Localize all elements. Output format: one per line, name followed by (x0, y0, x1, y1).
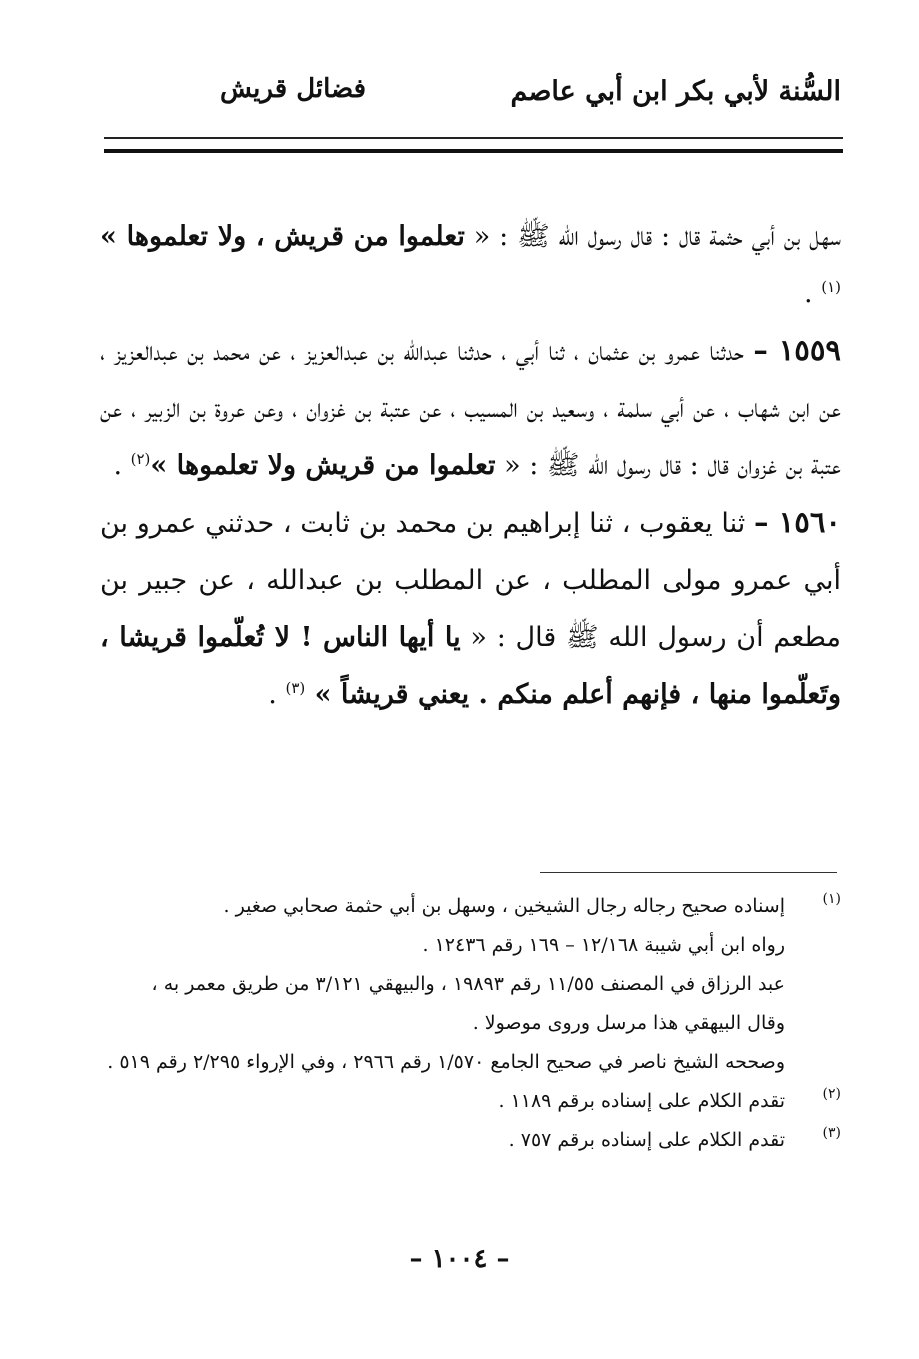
hadith-1560: ١٥٦٠ – ثنا يعقوب ، ثنا إبراهيم بن محمد بن ثابت ، حدثني عمرو بن أبي عمرو مولى المطلب ، عن المطلب بن عبدالله ، عن جبير بن مطعم أن رسول الله ﷺ قال : « يا أيها الناس ! لا تُعلّموا قريشا ، وتَعلّموا منها ، فإنهم أعلم منكم . يعني قريشاً » $^{(٣)}$ . (100, 505, 841, 710)
footnote-ref: (١) (821, 278, 841, 296)
header-rule-thin (104, 137, 843, 139)
hadith-number: ١٥٦٠ – (753, 505, 841, 539)
footnotes (100, 887, 841, 1160)
main-text (100, 208, 841, 723)
footnote-mark: (٢) (822, 1086, 841, 1102)
footnote-2: (٢) تقدم الكلام على إسناده برقم ١١٨٩ . (100, 1082, 841, 1121)
hadith-quote: يا أيها الناس ! لا تُعلّموا قريشا ، وتَعلّموا منها ، فإنهم أعلم منكم . يعني قريشاً (100, 622, 841, 710)
footnote-mark: (١) (822, 891, 841, 907)
footnote-ref: (٣) (285, 679, 306, 697)
chapter-title: فضائل قريش (220, 74, 367, 104)
footnote-separator (540, 872, 837, 873)
footnote-mark: (٣) (822, 1125, 841, 1141)
footnote-3: (٣) تقدم الكلام على إسناده برقم ٧٥٧ . (100, 1121, 841, 1160)
hadith-quote: تعلموا من قريش ولا تعلموها (176, 450, 496, 481)
hadith-quote: تعلموا من قريش ، ولا تعلموها (126, 221, 465, 252)
footnote-ref: (٢) (130, 450, 151, 468)
running-head (100, 68, 841, 112)
header-rule-thick (104, 149, 843, 153)
paragraph-continuation: سهل بن أبي حثمة قال : قال رسول الله ﷺ : « تعلموا من قريش ، ولا تعلموها » $^{(١)}$ . (100, 221, 842, 309)
hadith-1559: ١٥٥٩ – حدثنا عمرو بن عثمان ، ثنا أبي ، حدثنا عبدالله بن عبدالعزيز ، عن محمد بن عبدالعزيز ، عن ابن شهاب ، عن أبي سلمة ، وسعيد بن المسيب ، عن عتبة بن غزوان ، وعن عروة بن الزبير ، عن عتبة بن غزوان قال : قال رسول الله ﷺ : « تعلموا من قريش ولا تعلموها »$^{(٢)}$ . (100, 333, 841, 481)
hadith-number: ١٥٥٩ – (753, 333, 841, 367)
book-title: السُّنة لأبي بكر ابن أبي عاصم (510, 76, 841, 107)
page-number: – ١٠٠٤ – (409, 1244, 510, 1274)
footnote-1: (١) إسناده صحيح رجاله رجال الشيخين ، وسهل بن أبي حثمة صحابي صغير . رواه ابن أبي شيبة ١٢/١٦٨ – ١٦٩ رقم ١٢٤٣٦ . عبد الرزاق في المصنف ١١/٥٥ رقم ١٩٨٩٣ ، والبيهقي ٣/١٢١ من طريق معمر به ، وقال البيهقي هذا مرسل وروى موصولا . وصححه الشيخ ناصر في صحيح الجامع ١/٥٧٠ رقم ٢٩٦٦ ، وفي الإرواء ٢/٢٩٥ رقم ٥١٩ . (100, 887, 841, 1082)
